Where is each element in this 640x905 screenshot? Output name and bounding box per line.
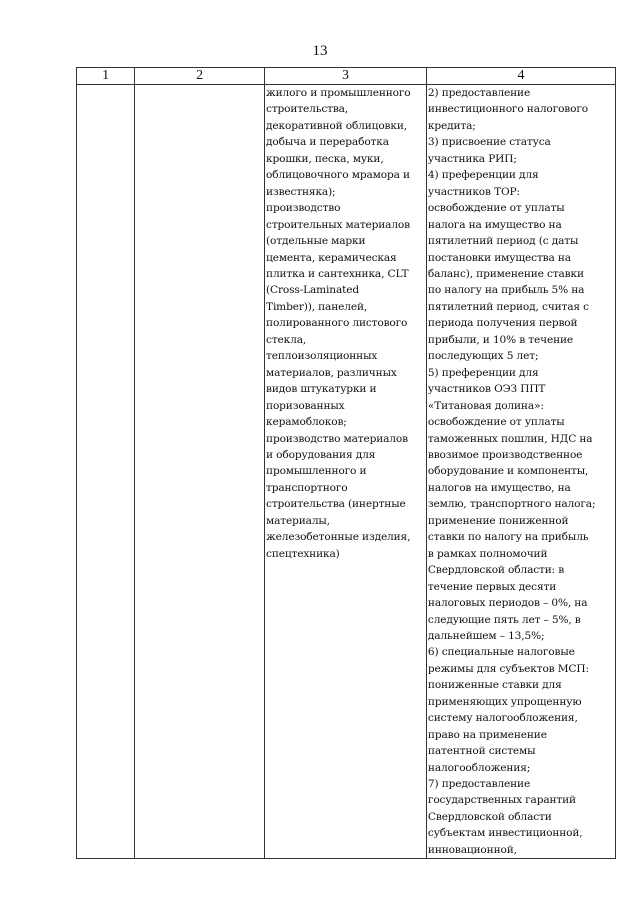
text-line: налога на имущество на	[427, 218, 562, 231]
text-line: постановки имущества на	[427, 251, 571, 264]
text-line: жилого и промышленного	[266, 87, 411, 99]
text-line: течение первых десяти	[427, 580, 557, 593]
text-line: и оборудования для	[266, 448, 376, 461]
text-line: освобождение от уплаты	[427, 416, 565, 429]
text-line: спецтехника)	[266, 547, 340, 560]
text-line: полированного листового	[266, 317, 408, 330]
page-number: 13	[312, 43, 328, 59]
text-line: участников ОЭЗ ППТ	[427, 383, 546, 396]
text-line: периода получения первой	[427, 317, 578, 330]
text-line: налогов на имущество, на	[427, 481, 571, 494]
text-line: Свердловской области: в	[427, 564, 565, 577]
text-line: керамоблоков;	[266, 416, 347, 429]
text-line: оборудование и компоненты,	[427, 465, 589, 478]
text-line: (Cross-Laminated	[266, 284, 359, 297]
text-line: «Титановая долина»:	[427, 399, 544, 412]
text-line: пониженные ставки для	[427, 679, 562, 692]
text-line: следующие пять лет – 5%, в	[427, 613, 581, 626]
text-line: инновационной,	[427, 843, 517, 856]
text-line: плитка и сантехника, CLT	[266, 267, 409, 280]
text-line: таможенных пошлин, НДС на	[427, 432, 593, 445]
text-line: 2) предоставление	[427, 87, 531, 99]
document-table	[76, 67, 616, 859]
text-line: железобетонные изделия,	[266, 531, 411, 544]
text-line: режимы для субъектов МСП:	[427, 662, 589, 675]
text-line: налоговых периодов – 0%, на	[427, 597, 588, 610]
text-line: налогообложения;	[427, 761, 531, 774]
text-line: транспортного	[266, 481, 348, 494]
text-line: ставки по налогу на прибыль	[427, 531, 589, 544]
column-header-3: 3	[265, 68, 427, 85]
text-line: государственных гарантий	[427, 794, 576, 807]
column-header-2: 2	[135, 68, 265, 85]
text-line: стекла,	[266, 333, 307, 346]
cell-col4	[426, 85, 615, 859]
text-line: участника РИП;	[427, 152, 517, 165]
text-line: производство материалов	[266, 432, 408, 445]
text-line: декоративной облицовки,	[266, 119, 407, 132]
text-line: строительных материалов	[266, 218, 410, 231]
text-line: 7) предоставление	[427, 778, 531, 791]
text-line: материалы,	[266, 514, 330, 527]
cell-col3	[265, 85, 427, 859]
text-line: поризованных	[266, 399, 345, 412]
text-line: строительства (инертные	[266, 498, 406, 511]
text-line: строительства,	[266, 103, 349, 116]
text-line: субъектам инвестиционной,	[427, 827, 583, 840]
text-line: пятилетний период, считая с	[427, 300, 589, 313]
text-line: землю, транспортного налога;	[427, 498, 596, 511]
text-line: дальнейшем – 13,5%;	[427, 629, 545, 642]
cell-col3-text	[266, 85, 425, 562]
text-line: (отдельные марки	[266, 235, 366, 248]
table-header-row	[77, 68, 616, 85]
text-line: известняка);	[266, 185, 336, 198]
column-header-4: 4	[426, 68, 615, 85]
text-line: прибыли, и 10% в течение	[427, 333, 574, 346]
text-line: видов штукатурки и	[266, 383, 377, 396]
cell-col1	[77, 85, 135, 859]
cell-col4-text	[428, 85, 614, 858]
text-line: кредита;	[427, 119, 476, 132]
text-line: Свердловской области	[427, 810, 552, 823]
text-line: право на применение	[427, 728, 547, 741]
text-line: систему налогообложения,	[427, 712, 578, 725]
text-line: 3) присвоение статуса	[427, 136, 551, 149]
text-line: по налогу на прибыль 5% на	[427, 284, 585, 297]
text-line: промышленного и	[266, 465, 367, 478]
text-line: участников ТОР:	[427, 185, 520, 198]
text-line: добыча и переработка	[266, 136, 389, 149]
text-line: 6) специальные налоговые	[427, 646, 575, 659]
text-line: последующих 5 лет;	[427, 350, 539, 363]
text-line: 5) преференции для	[427, 366, 539, 379]
text-line: ввозимое производственное	[427, 448, 583, 461]
text-line: производство	[266, 202, 341, 215]
text-line: освобождение от уплаты	[427, 202, 565, 215]
column-header-1: 1	[77, 68, 135, 85]
text-line: 4) преференции для	[427, 169, 539, 182]
table-row	[77, 85, 616, 859]
text-line: материалов, различных	[266, 366, 397, 379]
text-line: инвестиционного налогового	[427, 103, 588, 116]
text-line: цемента, керамическая	[266, 251, 397, 264]
text-line: применение пониженной	[427, 514, 569, 527]
text-line: крошки, песка, муки,	[266, 152, 384, 165]
text-line: применяющих упрощенную	[427, 695, 582, 708]
text-line: пятилетний период (с даты	[427, 235, 579, 248]
text-line: теплоизоляционных	[266, 350, 378, 363]
text-line: Timber)), панелей,	[266, 300, 368, 313]
text-line: патентной системы	[427, 745, 536, 758]
text-line: облицовочного мрамора и	[266, 169, 410, 182]
text-line: баланс), применение ставки	[427, 267, 584, 280]
cell-col2	[135, 85, 265, 859]
text-line: в рамках полномочий	[427, 547, 548, 560]
